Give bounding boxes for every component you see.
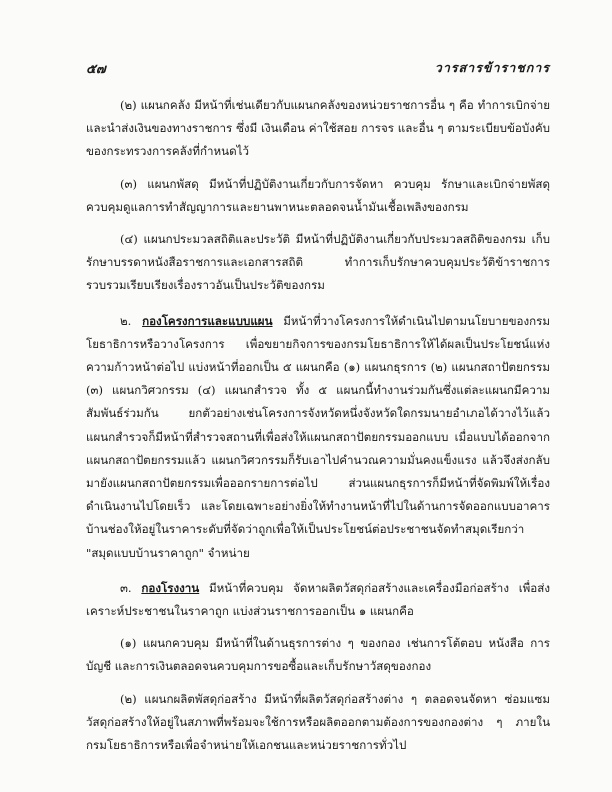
paragraph-finance-division [86,94,550,164]
page-header [86,58,550,78]
section-number: ๓. [120,580,132,595]
section-workshop [86,577,550,623]
paragraph-text: (๒) แผนกคลัง มีหน้าที่เช่นเดียวกับแผนกคลังของหน่วยราชการอื่น ๆ คือ ทำการเบิกจ่ายและนำส่งเงินของทางราชการ ซึ่งมี เงินเดือน ค่าใช้สอย การจร และอื่น ๆ ตามระเบียบข้อบังคับของกระทรวงการคลังที่กำหนดไว้ [86,98,550,159]
paragraph-statistics-division [86,228,550,298]
journal-title: วารสารข้าราชการ [434,60,550,75]
paragraph-text: (๑) แผนกควบคุม มีหน้าที่ในด้านธุรการต่าง ๆ ของกอง เช่นการโต้ตอบ หนังสือ การบัญชี และการเงินตลอดจนควบคุมการขอซื้อและเก็บรักษาวัสดุของกอง [86,636,550,674]
section-text: มีหน้าที่วางโครงการให้ดำเนินไปตามนโยบายของกรมโยธาธิการหรือวางโครงการ เพื่อขยายกิจการของกรมโยธาธิการให้ได้ผลเป็นประโยชน์แห่งความก้าวหน้าต่อไป แบ่งหน้าที่ออกเป็น ๕ แผนกคือ (๑) แผนกธุรการ (๒) แผนกสถาปัตยกรรม (๓) แผนกวิศวกรรม (๔) แผนกสำรวจ ทั้ง ๕ แผนกนี้ทำงานร่วมกันซึ่งแต่ละแผนกมีความสัมพันธ์ร่วมกัน ยกตัวอย่างเช่นโครงการจังหวัดหนึ่งจังหวัดใดกรมนายอำเภอได้วางไว้แล้ว แผนกสำรวจก็มีหน้าที่สำรวจสถานที่เพื่อส่งให้แผนกสถาปัตยกรรมออกแบบ เมื่อแบบได้ออกจากแผนกสถาปัตยกรรมแล้ว แผนกวิศวกรรมก็รับเอาไปคำนวณความมั่นคงแข็งแรง แล้วจึงส่งกลับมายังแผนกสถาปัตยกรรมเพื่อออกรายการต่อไป ส่วนแผนกธุรการก็มีหน้าที่จัดพิมพ์ให้เรื่องดำเนินงานไปโดยเร็ว และโดยเฉพาะอย่างยิ่งให้ทำงานหน้าที่ไปในด้านการจัดออกแบบอาคารบ้านช่องให้อยู่ในราคาระดับที่จัดว่าถูกเพื่อให้เป็นประโยชน์ต่อประชาชนจัดทำสมุดเรียกว่า "สมุดแบบบ้านราคาถูก" จำหน่าย [86,313,551,560]
page-number: ๕๗ [86,62,106,77]
paragraph-control-division [86,632,550,678]
section-number: ๒. [120,313,132,328]
paragraph-text: (๓) แผนกพัสดุ มีหน้าที่ปฏิบัติงานเกี่ยวกับการจัดหา ควบคุม รักษาและเบิกจ่ายพัสดุ ควบคุมดูแลการทำสัญญาการและยานพาหนะตลอดจนน้ำมันเชื้อเพลิงของกรม [86,176,550,214]
paragraph-text: (๒) แผนกผลิตพัสดุก่อสร้าง มีหน้าที่ผลิตวัสดุก่อสร้างต่าง ๆ ตลอดจนจัดหา ซ่อมแซมวัสดุก่อสร้างให้อยู่ในสภาพที่พร้อมจะใช้การหรือผลิตออกตามต้องการของกองต่าง ๆ ภายในกรมโยธาธิการหรือเพื่อจำหน่ายให้เอกชนและหน่วยราชการทั่วไป [86,691,550,753]
section-planning-design [86,310,550,565]
body-text [86,94,550,766]
section-text: มีหน้าที่ควบคุม จัดหาผลิตวัสดุก่อสร้างและเครื่องมือก่อสร้าง เพื่อส่งเคราะห์ประชาชนในราคาถูก แบ่งส่วนราชการออกเป็น ๑ แผนกคือ [86,580,551,619]
paragraph-supplies-division [86,173,550,219]
paragraph-production-division [86,688,550,758]
section-title: กองโครงการและแบบแผน [142,313,273,328]
section-title: กองโรงงาน [141,580,200,595]
paragraph-text: (๔) แผนกประมวลสถิติและประวัติ มีหน้าที่ปฏิบัติงานเกี่ยวกับประมวลสถิติของกรม เก็บรักษาบรรดาหนังสือราชการและเอกสารสถิติ ทำการเก็บรักษาควบคุมประวัติข้าราชการ รวบรวมเรียบเรียงเรื่องราวอันเป็นประวัติของกรม [86,232,550,293]
